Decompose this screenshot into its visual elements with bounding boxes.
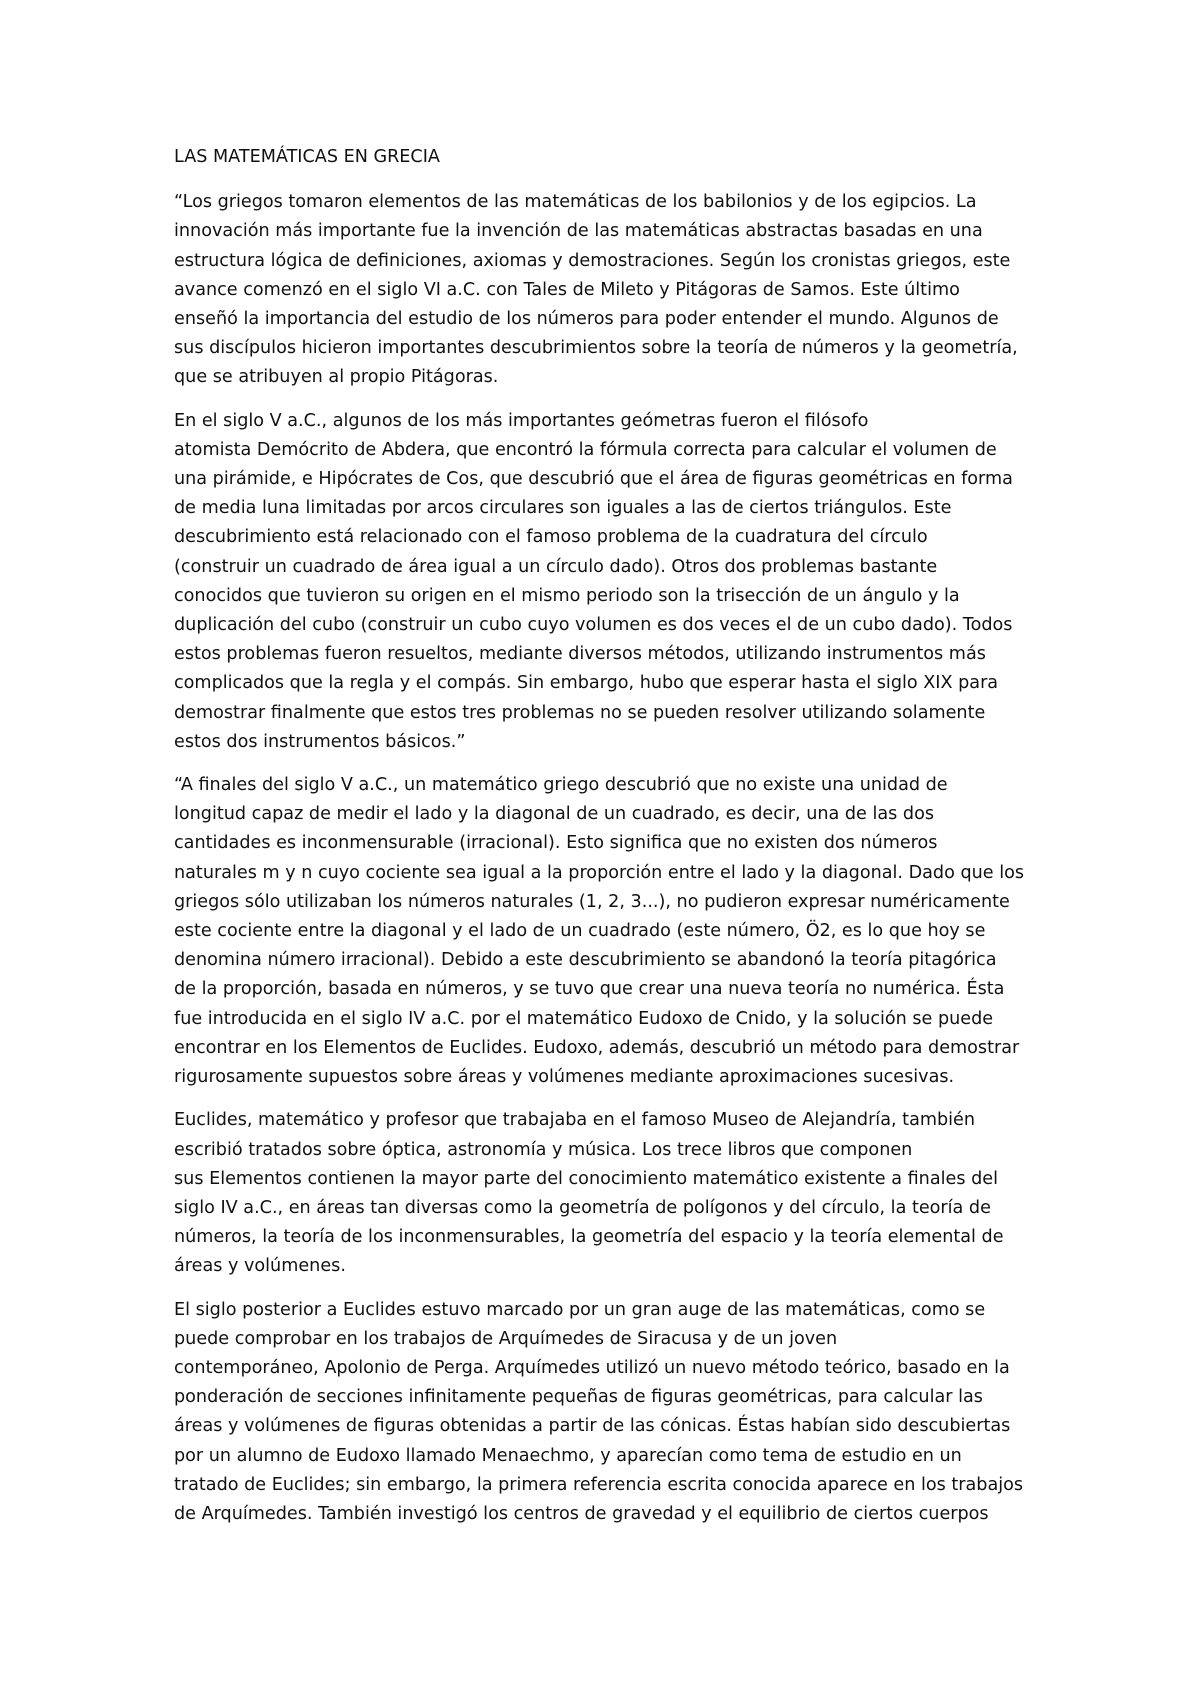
paragraph-line: ponderación de secciones infinitamente pequeñas de figuras geométricas, para calcular las: [174, 1387, 983, 1408]
paragraph-line: rigurosamente supuestos sobre áreas y volúmenes mediante aproximaciones sucesivas.: [174, 1067, 955, 1088]
paragraph-line: avance comenzó en el siglo VI a.C. con Tales de Mileto y Pitágoras de Samos. Este último: [174, 279, 960, 300]
paragraph: [174, 771, 1054, 1092]
paragraph-line: áreas y volúmenes.: [174, 1256, 346, 1277]
paragraph-line: griegos sólo utilizaban los números naturales (1, 2, 3...), no pudieron expresar numéricamente: [174, 891, 1010, 912]
paragraph-line: siglo IV a.C., en áreas tan diversas como la geometría de polígonos y del círculo, la teoría de: [174, 1197, 991, 1218]
paragraph-line: por un alumno de Eudoxo llamado Menaechmo, y aparecían como tema de estudio en un: [174, 1445, 962, 1466]
paragraph-line: conocidos que tuvieron su origen en el mismo periodo son la trisección de un ángulo y la: [174, 585, 960, 606]
paragraph-line: complicados que la regla y el compás. Sin embargo, hubo que esperar hasta el siglo XIX para: [174, 673, 999, 694]
paragraph-line: escribió tratados sobre óptica, astronomía y música. Los trece libros que componen: [174, 1139, 913, 1160]
paragraph-line: puede comprobar en los trabajos de Arquímedes de Siracusa y de un joven: [174, 1328, 838, 1349]
paragraph-line: de la proporción, basada en números, y se tuvo que crear una nueva teoría no numérica. Ésta: [174, 979, 1005, 1000]
paragraph-container: [174, 188, 1054, 1529]
paragraph-line: (construir un cuadrado de área igual a un círculo dado). Otros dos problemas bastante: [174, 556, 938, 577]
paragraph-line: enseñó la importancia del estudio de los números para poder entender el mundo. Algunos de: [174, 309, 999, 330]
paragraph: [174, 407, 1054, 757]
paragraph: [174, 188, 1054, 392]
paragraph-line: atomista Demócrito de Abdera, que encontró la fórmula correcta para calcular el volumen de: [174, 439, 997, 460]
paragraph-line: longitud capaz de medir el lado y la diagonal de un cuadrado, es decir, una de las dos: [174, 804, 935, 825]
paragraph-line: naturales m y n cuyo cociente sea igual a la proporción entre el lado y la diagonal. Dado que los: [174, 862, 1025, 883]
paragraph-line: sus discípulos hicieron importantes descubrimientos sobre la teoría de números y la geometría,: [174, 338, 1018, 359]
paragraph-line: encontrar en los Elementos de Euclides. Eudoxo, además, descubrió un método para demostrar: [174, 1037, 1020, 1058]
paragraph-line: El siglo posterior a Euclides estuvo marcado por un gran auge de las matemáticas, como se: [174, 1299, 986, 1320]
paragraph-line: estructura lógica de definiciones, axiomas y demostraciones. Según los cronistas griegos, este: [174, 250, 1011, 271]
paragraph-line: una pirámide, e Hipócrates de Cos, que descubrió que el área de figuras geométricas en forma: [174, 469, 1013, 490]
document-title: LAS MATEMÁTICAS EN GRECIA: [174, 147, 440, 167]
paragraph-line: que se atribuyen al propio Pitágoras.: [174, 367, 499, 388]
paragraph-line: denomina número irracional). Debido a este descubrimiento se abandonó la teoría pitagórica: [174, 950, 997, 971]
paragraph-line: innovación más importante fue la invención de las matemáticas abstractas basadas en una: [174, 221, 983, 242]
paragraph-line: áreas y volúmenes de figuras obtenidas a partir de las cónicas. Éstas habían sido descubiertas: [174, 1416, 1011, 1437]
paragraph-line: cantidades es inconmensurable (irracional). Esto significa que no existen dos números: [174, 833, 938, 854]
paragraph-line: “Los griegos tomaron elementos de las matemáticas de los babilonios y de los egipcios. La: [174, 192, 977, 213]
paragraph-line: estos problemas fueron resueltos, mediante diversos métodos, utilizando instrumentos más: [174, 644, 986, 665]
paragraph-line: de Arquímedes. También investigó los centros de gravedad y el equilibrio de ciertos cuerpos: [174, 1503, 989, 1524]
paragraph: [174, 1106, 1054, 1281]
paragraph-line: estos dos instrumentos básicos.”: [174, 731, 466, 752]
paragraph: [174, 1296, 1054, 1530]
paragraph-line: descubrimiento está relacionado con el famoso problema de la cuadratura del círculo: [174, 527, 928, 548]
paragraph-line: este cociente entre la diagonal y el lado de un cuadrado (este número, Ö2, es lo que hoy se: [174, 921, 986, 942]
paragraph-line: números, la teoría de los inconmensurables, la geometría del espacio y la teoría elemental de: [174, 1227, 1004, 1248]
paragraph-line: duplicación del cubo (construir un cubo cuyo volumen es dos veces el de un cubo dado). Todos: [174, 615, 1013, 636]
paragraph-line: tratado de Euclides; sin embargo, la primera referencia escrita conocida aparece en los trabajos: [174, 1474, 1024, 1495]
paragraph-line: En el siglo V a.C., algunos de los más importantes geómetras fueron el filósofo: [174, 410, 869, 431]
paragraph-line: “A finales del siglo V a.C., un matemático griego descubrió que no existe una unidad de: [174, 775, 948, 796]
paragraph-line: demostrar finalmente que estos tres problemas no se pueden resolver utilizando solamente: [174, 702, 986, 723]
paragraph-line: fue introducida en el siglo IV a.C. por el matemático Eudoxo de Cnido, y la solución se puede: [174, 1008, 994, 1029]
paragraph-line: contemporáneo, Apolonio de Perga. Arquímedes utilizó un nuevo método teórico, basado en la: [174, 1357, 1010, 1378]
document-body: [174, 143, 1054, 1543]
paragraph-line: sus Elementos contienen la mayor parte del conocimiento matemático existente a finales del: [174, 1168, 998, 1189]
paragraph-line: Euclides, matemático y profesor que trabajaba en el famoso Museo de Alejandría, también: [174, 1110, 976, 1131]
paragraph-line: de media luna limitadas por arcos circulares son iguales a las de ciertos triángulos. Este: [174, 498, 952, 519]
